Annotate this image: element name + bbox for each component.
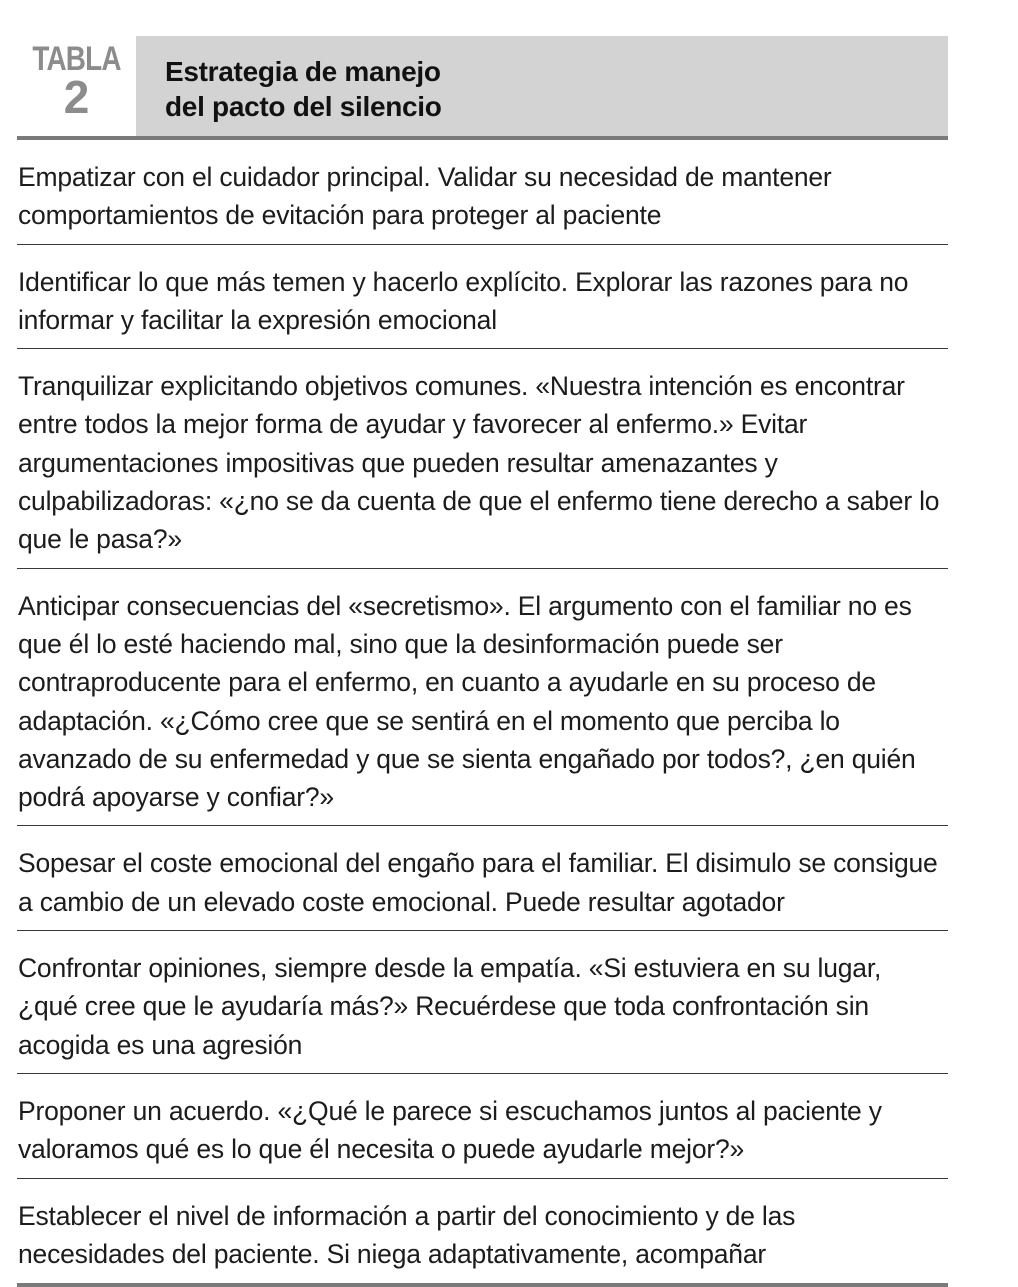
table-row: Identificar lo que más temen y hacerlo explícito. Explorar las razones para no informar y facilitar la expresión emocional: [17, 245, 948, 350]
table-title-line-2: del pacto del silencio: [165, 91, 442, 122]
table-rows: [17, 140, 948, 1287]
table-row: Proponer un acuerdo. «¿Qué le parece si escuchamos juntos al paciente y valoramos qué es lo que él necesita o puede ayudarle mejor?»: [17, 1074, 948, 1179]
table-row: Confrontar opiniones, siempre desde la empatía. «Si estuviera en su lugar, ¿qué cree que le ayudaría más?» Recuérdese que toda confrontación sin acogida es una agresión: [17, 931, 948, 1074]
table-row: Establecer el nivel de información a partir del conocimiento y de las necesidades del paciente. Si niega adaptativamente, acompañar: [17, 1179, 948, 1287]
table-title: [136, 36, 948, 136]
table-label-number: 2: [63, 71, 90, 123]
table-row: Sopesar el coste emocional del engaño para el familiar. El disimulo se consigue a cambio de un elevado coste emocional. Puede resultar agotador: [17, 826, 948, 931]
strategy-table: [17, 36, 948, 1287]
table-row: Tranquilizar explicitando objetivos comunes. «Nuestra intención es encontrar entre todos la mejor forma de ayudar y favorecer al enfermo.» Evitar argumentaciones impositivas que pueden resultar amenazantes y culpabilizadoras: «¿no se da cuenta de que el enfermo tiene derecho a saber lo que le pasa?»: [17, 349, 948, 568]
table-title-line-1: Estrategia de manejo: [165, 56, 441, 87]
table-label-word: TABLA: [32, 40, 121, 78]
table-row: Anticipar consecuencias del «secretismo». El argumento con el familiar no es que él lo esté haciendo mal, sino que la desinformación puede ser contraproducente para el enfermo, en cuanto a ayudarle en su proceso de adaptación. «¿Cómo cree que se sentirá en el momento que perciba lo avanzado de su enfermedad y que se sienta engañado por todos?, ¿en quién podrá apoyarse y confiar?»: [17, 569, 948, 827]
table-header: [17, 36, 948, 140]
table-row: Empatizar con el cuidador principal. Validar su necesidad de mantener comportamientos de evitación para proteger al paciente: [17, 140, 948, 245]
table-label: [17, 36, 136, 136]
